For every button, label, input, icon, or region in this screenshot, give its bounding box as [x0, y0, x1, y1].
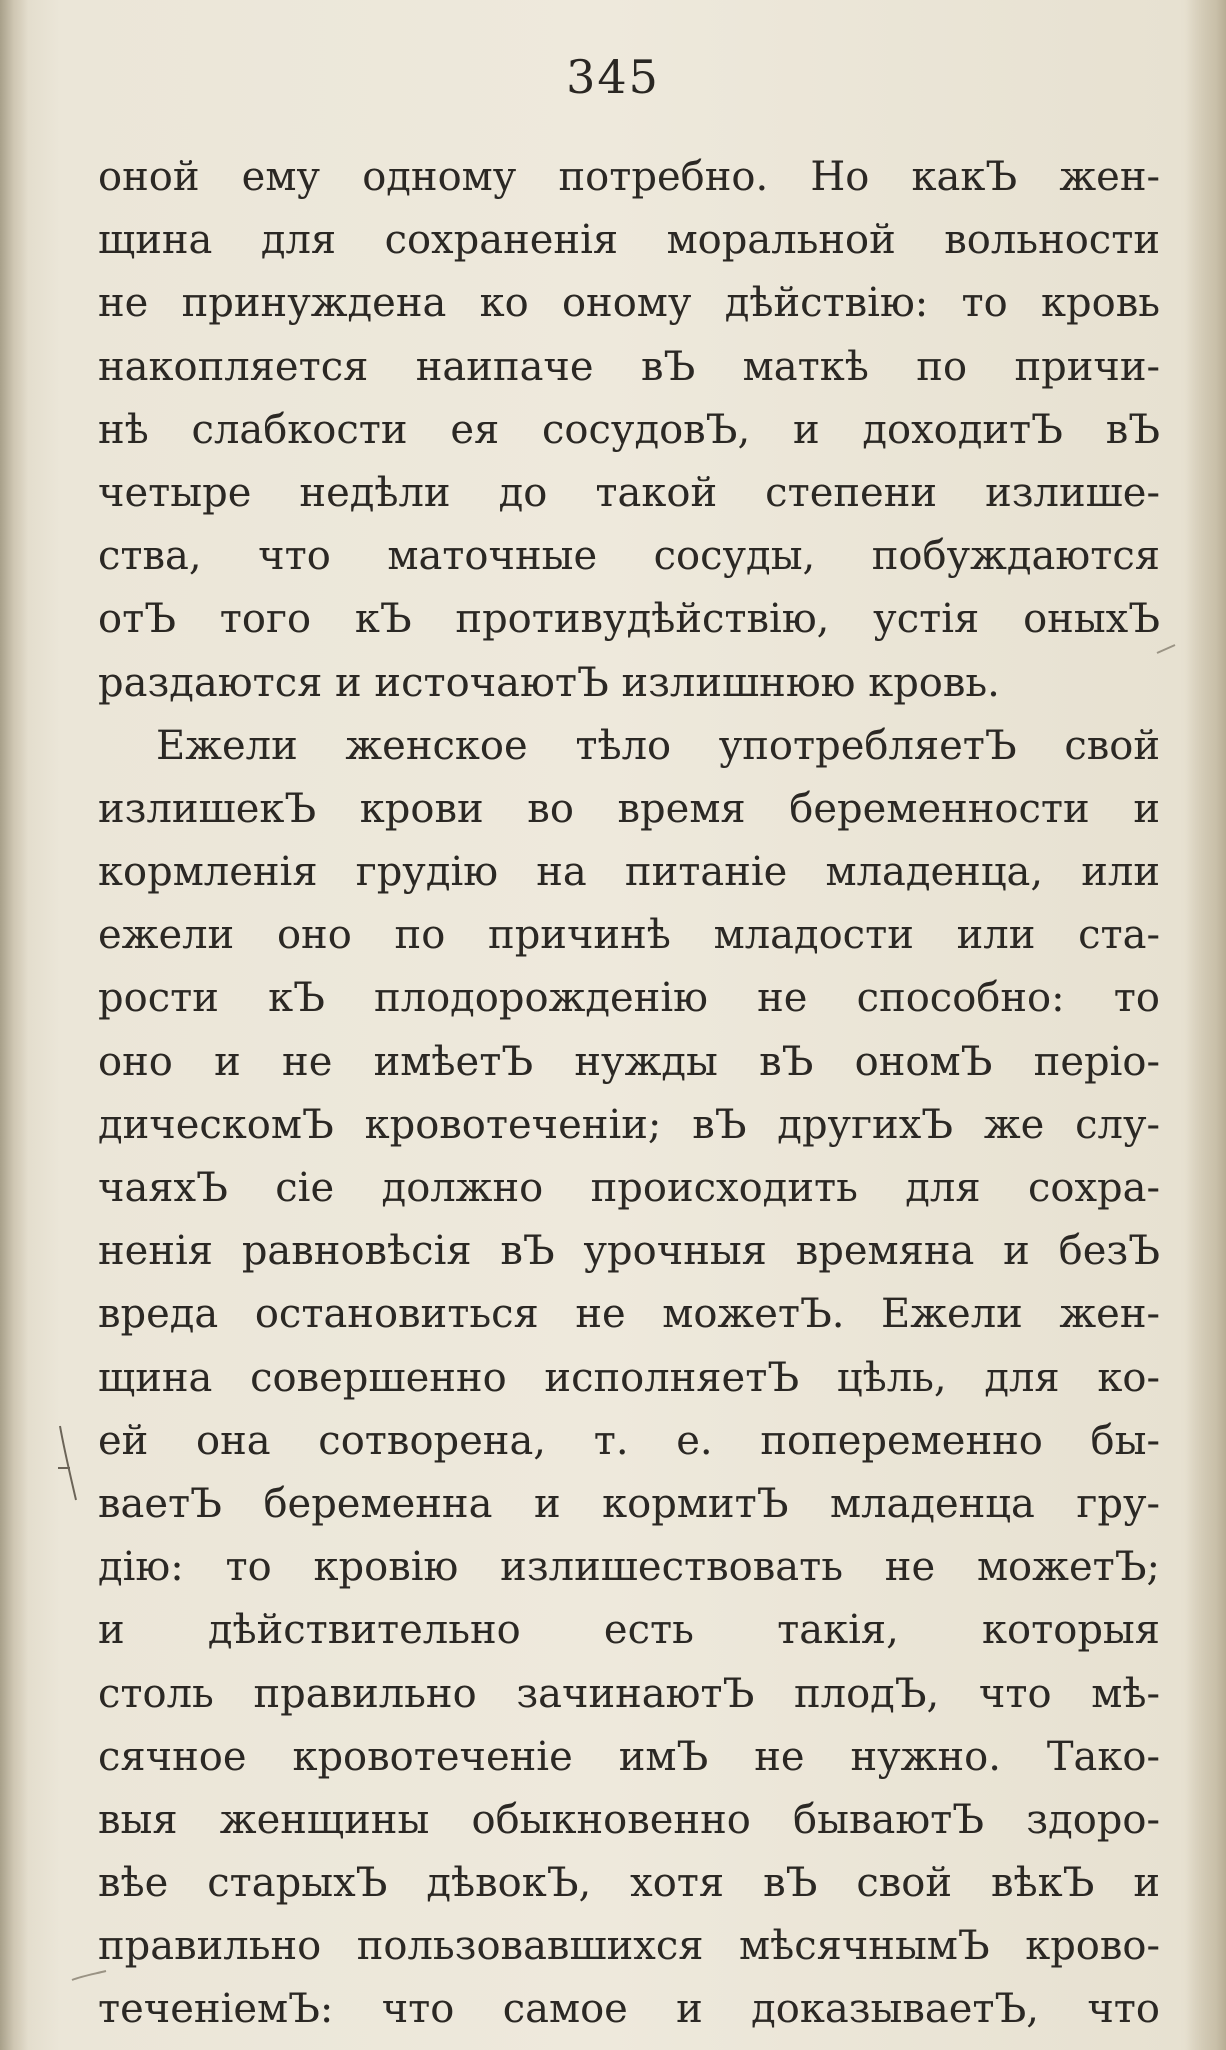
text-line: теченіемЪ: что самое и доказываетЪ, что	[98, 1986, 1160, 2033]
page-left-edge-shadow	[0, 0, 28, 2050]
text-line: накопляется наипаче вЪ маткѣ по причи-	[98, 343, 1160, 390]
text-line: излишекЪ крови во время беременности и	[98, 785, 1160, 832]
page-right-edge-shadow	[1186, 0, 1226, 2050]
text-line: ей она сотворена, т. е. попеременно бы-	[98, 1417, 1160, 1464]
text-line: ежели оно по причинѣ младости или ста-	[98, 912, 1160, 959]
text-line: дію: то кровію излишествовать не можетЪ;	[98, 1544, 1160, 1591]
text-line: вѣе старыхЪ дѣвокЪ, хотя вЪ свой вѣкЪ и	[98, 1860, 1160, 1907]
margin-pencil-mark	[56, 1424, 82, 1512]
text-line: дическомЪ кровотеченіи; вЪ другихЪ же слу-	[98, 1101, 1160, 1148]
margin-dash-mark	[1155, 640, 1179, 659]
text-line: ненія равновѣсія вЪ урочныя времяна и безЪ	[98, 1228, 1160, 1275]
text-line: оно и не имѣетЪ нужды вЪ ономЪ періо-	[98, 1038, 1160, 1085]
margin-stroke-icon	[56, 1424, 82, 1504]
text-line: чаяхЪ сіе должно происходить для сохра-	[98, 1165, 1160, 1211]
text-line: ваетЪ беременна и кормитЪ младенца гру-	[98, 1480, 1160, 1527]
text-line: кормленія грудію на питаніе младенца, или	[98, 849, 1160, 896]
text-line: ства, что маточные сосуды, побуждаются	[98, 533, 1160, 580]
text-line: раздаются и источаютЪ излишнюю кровь.	[98, 659, 1000, 706]
paragraph-first-line: Ежели женское тѣло употребляетЪ свой	[156, 722, 1160, 769]
text-line: щина совершенно исполняетЪ цѣль, для ко-	[98, 1354, 1160, 1401]
text-line: нѣ слабкости ея сосудовЪ, и доходитЪ вЪ	[98, 406, 1160, 453]
text-line: четыре недѣли до такой степени излише-	[98, 469, 1160, 516]
text-line: правильно пользовавшихся мѣсячнымЪ крово-	[98, 1923, 1160, 1970]
text-line: столь правильно зачинаютЪ плодЪ, что мѣ-	[98, 1670, 1160, 1717]
text-line: и дѣйствительно есть такія, которыя	[98, 1607, 1160, 1654]
text-line: вреда остановиться не можетЪ. Ежели жен-	[98, 1291, 1160, 1338]
text-line: оной ему одному потребно. Но какЪ жен-	[98, 154, 1160, 200]
text-line: отЪ того кЪ противудѣйствію, устія оныхЪ	[98, 596, 1160, 643]
bottom-scratch-mark	[70, 1968, 110, 1988]
text-line: щина для сохраненія моральной вольности	[98, 217, 1160, 264]
page-number: 345	[566, 50, 660, 104]
text-line: рости кЪ плодорожденію не способно: то	[98, 975, 1160, 1022]
text-line: выя женщины обыкновенно бываютЪ здоро-	[98, 1796, 1160, 1843]
body-text	[98, 146, 1160, 2042]
text-line: не принуждена ко оному дѣйствію: то кровь	[98, 280, 1160, 327]
text-line: сячное кровотеченіе имЪ не нужно. Тако-	[98, 1733, 1160, 1780]
